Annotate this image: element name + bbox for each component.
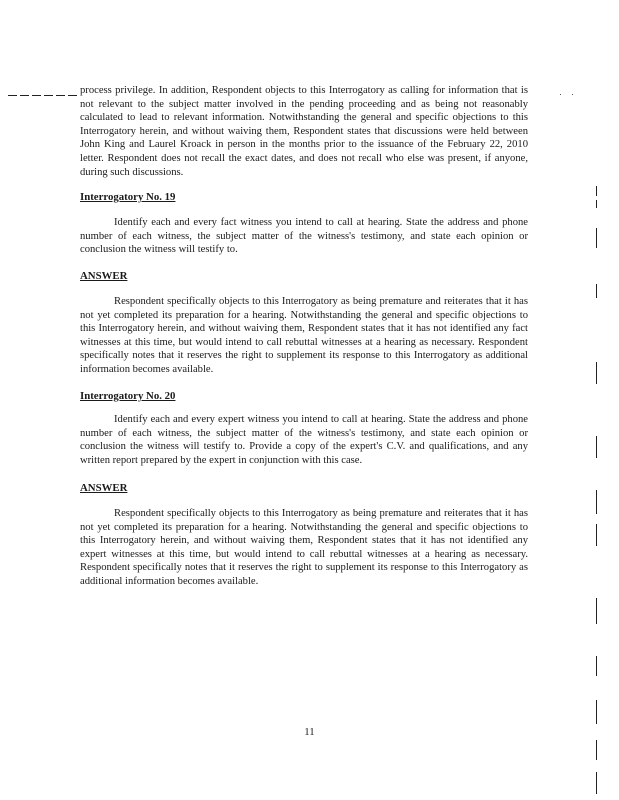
scan-mark xyxy=(596,656,597,676)
interrogatory-20-answer-heading: ANSWER xyxy=(80,482,128,494)
page-number: 11 xyxy=(304,726,315,738)
interrogatory-19-heading: Interrogatory No. 19 xyxy=(80,191,176,203)
interrogatory-19-answer: Respondent specifically objects to this Interrogatory as being premature and reiterates that it has not yet completed its preparation for a hearing. Notwithstanding the general and specific objections to this Interrogatory herein, and without waiving them, Respondent states that it has not identified any fact witnesses at this time, but would intend to call rebuttal witnesses at a hearing as necessary. Respondent specifically notes that it reserves the right to supplement its response to this Interrogatory as additional information becomes available. xyxy=(80,296,528,375)
scan-mark xyxy=(596,740,597,760)
scan-mark xyxy=(596,700,597,724)
scan-mark xyxy=(596,598,597,624)
interrogatory-19-answer-heading: ANSWER xyxy=(80,270,128,282)
scan-mark xyxy=(560,94,561,95)
scan-mark xyxy=(8,95,17,96)
interrogatory-19-answer-block xyxy=(80,295,528,377)
continuation-paragraph: process privilege. In addition, Respondent objects to this Interrogatory as calling for information that is not relevant to the subject matter involved in the pending proceeding and as being not reasonably calculated to lead to relevant information. Notwithstanding the general and specific objections to this Interrogatory herein, and without waiving them, Respondent states that discussions were held between John King and Laurel Kroack in person in the months prior to the issuance of the February 22, 2010 letter. Respondent does not recall the exact dates, and does not recall who else was present, if anyone, during such discussions. xyxy=(80,85,528,178)
scan-mark xyxy=(596,200,597,208)
scan-mark xyxy=(596,772,597,794)
scan-mark xyxy=(44,95,53,96)
interrogatory-20-heading: Interrogatory No. 20 xyxy=(80,390,176,402)
scan-mark xyxy=(596,186,597,196)
interrogatory-19-question-block xyxy=(80,216,528,257)
continuation-block xyxy=(80,84,528,179)
scan-mark xyxy=(596,362,597,384)
interrogatory-19-question: Identify each and every fact witness you intend to call at hearing. State the address and phone number of each witness, the subject matter of the witness's testimony, and state each opinion or conclusion the witness will testify to. xyxy=(80,217,528,256)
scan-mark xyxy=(32,95,41,96)
scan-mark xyxy=(596,436,597,458)
scan-mark xyxy=(572,94,573,95)
scan-mark xyxy=(20,95,29,96)
interrogatory-20-question-block xyxy=(80,413,528,467)
scan-mark xyxy=(68,95,77,96)
scan-mark xyxy=(596,228,597,248)
scan-mark xyxy=(596,490,597,514)
interrogatory-20-answer: Respondent specifically objects to this Interrogatory as being premature and reiterates that it has not yet completed its preparation for a hearing. Notwithstanding the general and specific objections to this Interrogatory herein, and without waiving them, Respondent states that it has not identified any expert witnesses at this time, but would intend to call rebuttal witnesses at a hearing as necessary. Respondent specifically notes that it reserves the right to supplement its response to this Interrogatory as additional information becomes available. xyxy=(80,508,528,587)
interrogatory-20-answer-block xyxy=(80,507,528,589)
scan-mark xyxy=(596,524,597,546)
interrogatory-20-question: Identify each and every expert witness you intend to call at hearing. State the address and phone number of each witness, the subject matter of the witness's testimony, and state each opinion or conclusion the witness will testify to. Provide a copy of the expert's C.V. and qualifications, and any written report prepared by the expert in conjunction with this case. xyxy=(80,414,528,466)
scan-mark xyxy=(56,95,65,96)
scan-mark xyxy=(596,284,597,298)
